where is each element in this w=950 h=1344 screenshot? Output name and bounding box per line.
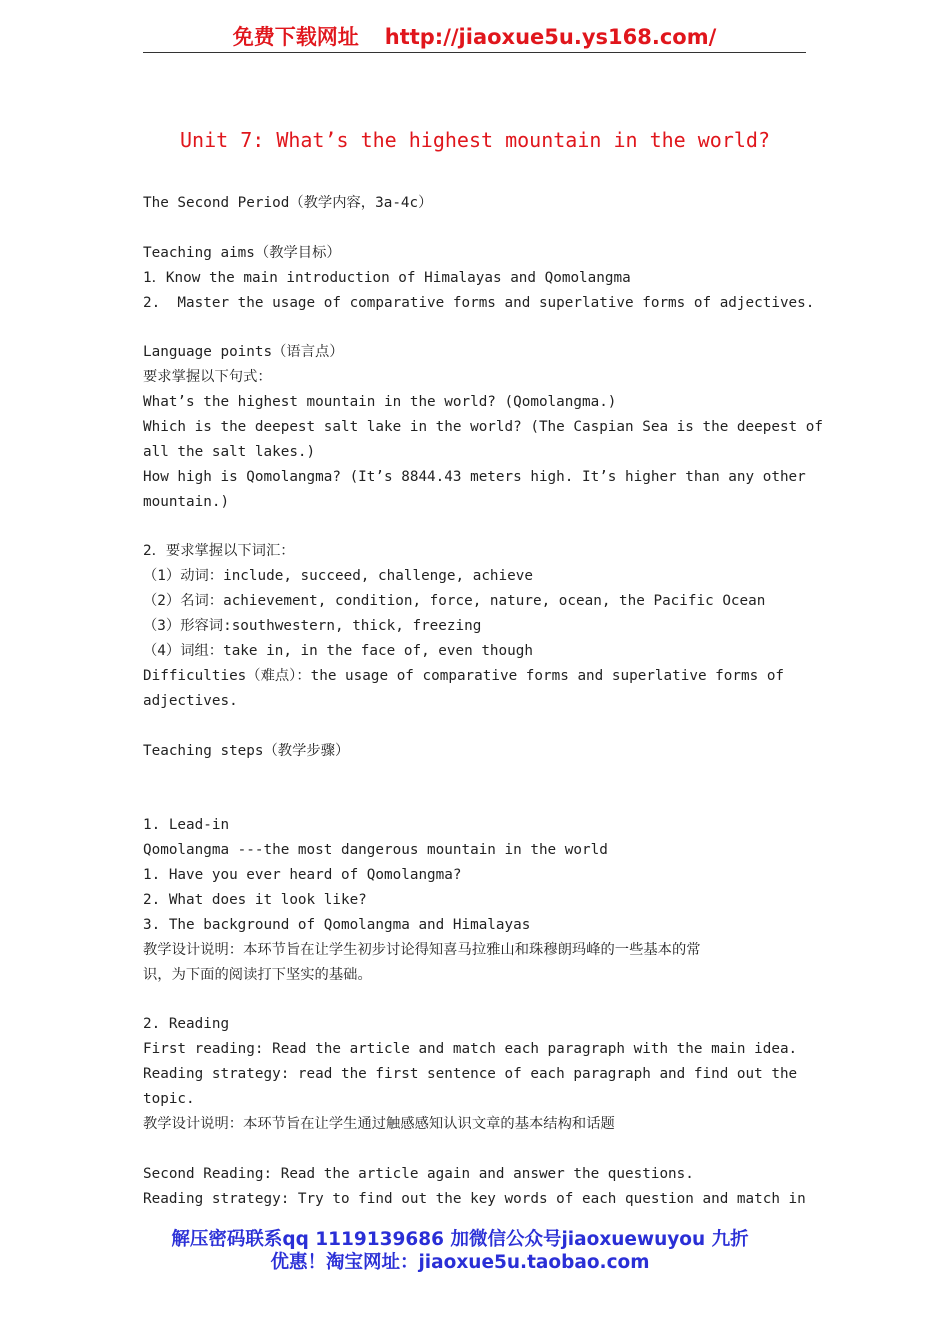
text-line: topic. bbox=[143, 1091, 195, 1108]
text-line: 2. Master the usage of comparative forms and superlative forms of adjectives. bbox=[143, 294, 815, 311]
text-line: What’s the highest mountain in the world? (Qomolangma.) bbox=[143, 394, 617, 411]
blank-line bbox=[143, 315, 808, 340]
page-header bbox=[143, 22, 806, 53]
blank-line bbox=[143, 515, 808, 540]
text-line: Teaching aims（教学目标） bbox=[143, 244, 341, 261]
text-line: Reading strategy: Try to find out the key words of each question and match in bbox=[143, 1190, 806, 1207]
text-line: 3. The background of Qomolangma and Himalayas bbox=[143, 916, 531, 933]
blank-line bbox=[143, 216, 808, 241]
text-line: Which is the deepest salt lake in the world? (The Caspian Sea is the deepest of bbox=[143, 419, 823, 436]
blank-line bbox=[143, 788, 808, 813]
text-line: Language points（语言点） bbox=[143, 344, 344, 361]
text-line: all the salt lakes.) bbox=[143, 443, 316, 460]
footer-line-2: 优惠！淘宝网址：jiaoxue5u.taobao.com bbox=[270, 1252, 650, 1273]
document-title: Unit 7: What’s the highest mountain in the world? bbox=[179, 128, 770, 152]
header-url-link[interactable]: http://jiaoxue5u.ys168.com/ bbox=[384, 25, 717, 49]
text-line: 1. Have you ever heard of Qomolangma? bbox=[143, 867, 462, 884]
text-line: How high is Qomolangma? (It’s 8844.43 meters high. It’s higher than any other bbox=[143, 468, 806, 485]
header-label: 免费下载网址 bbox=[232, 25, 359, 49]
text-line: （4）词组：take in, in the face of, even though bbox=[143, 643, 533, 660]
text-line: 要求掌握以下句式： bbox=[143, 369, 272, 386]
text-line: 教学设计说明：本环节旨在让学生通过触感感知认识文章的基本结构和话题 bbox=[143, 1115, 615, 1132]
text-line: 2. Reading bbox=[143, 1016, 230, 1033]
text-line: 1．Know the main introduction of Himalayas and Qomolangma bbox=[143, 269, 631, 286]
page-footer bbox=[0, 1228, 920, 1274]
text-line: 1. Lead-in bbox=[143, 817, 230, 834]
text-line: Qomolangma ---the most dangerous mountain in the world bbox=[143, 842, 608, 859]
text-line: Reading strategy: read the first sentence of each paragraph and find out the bbox=[143, 1066, 798, 1083]
text-line: Teaching steps（教学步骤） bbox=[143, 742, 350, 759]
text-line: Second Reading: Read the article again and answer the questions. bbox=[143, 1165, 694, 1182]
text-line: Difficulties（难点）：the usage of comparative forms and superlative forms of bbox=[143, 667, 785, 684]
blank-line bbox=[143, 1137, 808, 1162]
text-line: 识，为下面的阅读打下坚实的基础。 bbox=[143, 966, 372, 983]
text-line: The Second Period（教学内容，3a-4c） bbox=[143, 195, 433, 211]
text-line: （3）形容词:southwestern, thick, freezing bbox=[143, 618, 482, 635]
text-line: 教学设计说明：本环节旨在让学生初步讨论得知喜马拉雅山和珠穆朗玛峰的一些基本的常 bbox=[143, 941, 701, 958]
text-line: 2．要求掌握以下词汇： bbox=[143, 543, 295, 560]
blank-line bbox=[143, 763, 808, 788]
text-line: adjectives. bbox=[143, 692, 238, 709]
blank-line bbox=[143, 714, 808, 739]
document-body bbox=[143, 191, 823, 1212]
blank-line bbox=[143, 988, 808, 1013]
text-line: First reading: Read the article and match each paragraph with the main idea. bbox=[143, 1041, 798, 1058]
text-line: （2）名词：achievement, condition, force, nature, ocean, the Pacific Ocean bbox=[143, 593, 766, 610]
footer-line-1: 解压密码联系qq 1119139686 加微信公众号jiaoxuewuyou 九折 bbox=[171, 1229, 749, 1250]
text-line: mountain.) bbox=[143, 493, 230, 510]
text-line: （1）动词：include, succeed, challenge, achieve bbox=[143, 568, 533, 585]
text-line: 2. What does it look like? bbox=[143, 891, 367, 908]
